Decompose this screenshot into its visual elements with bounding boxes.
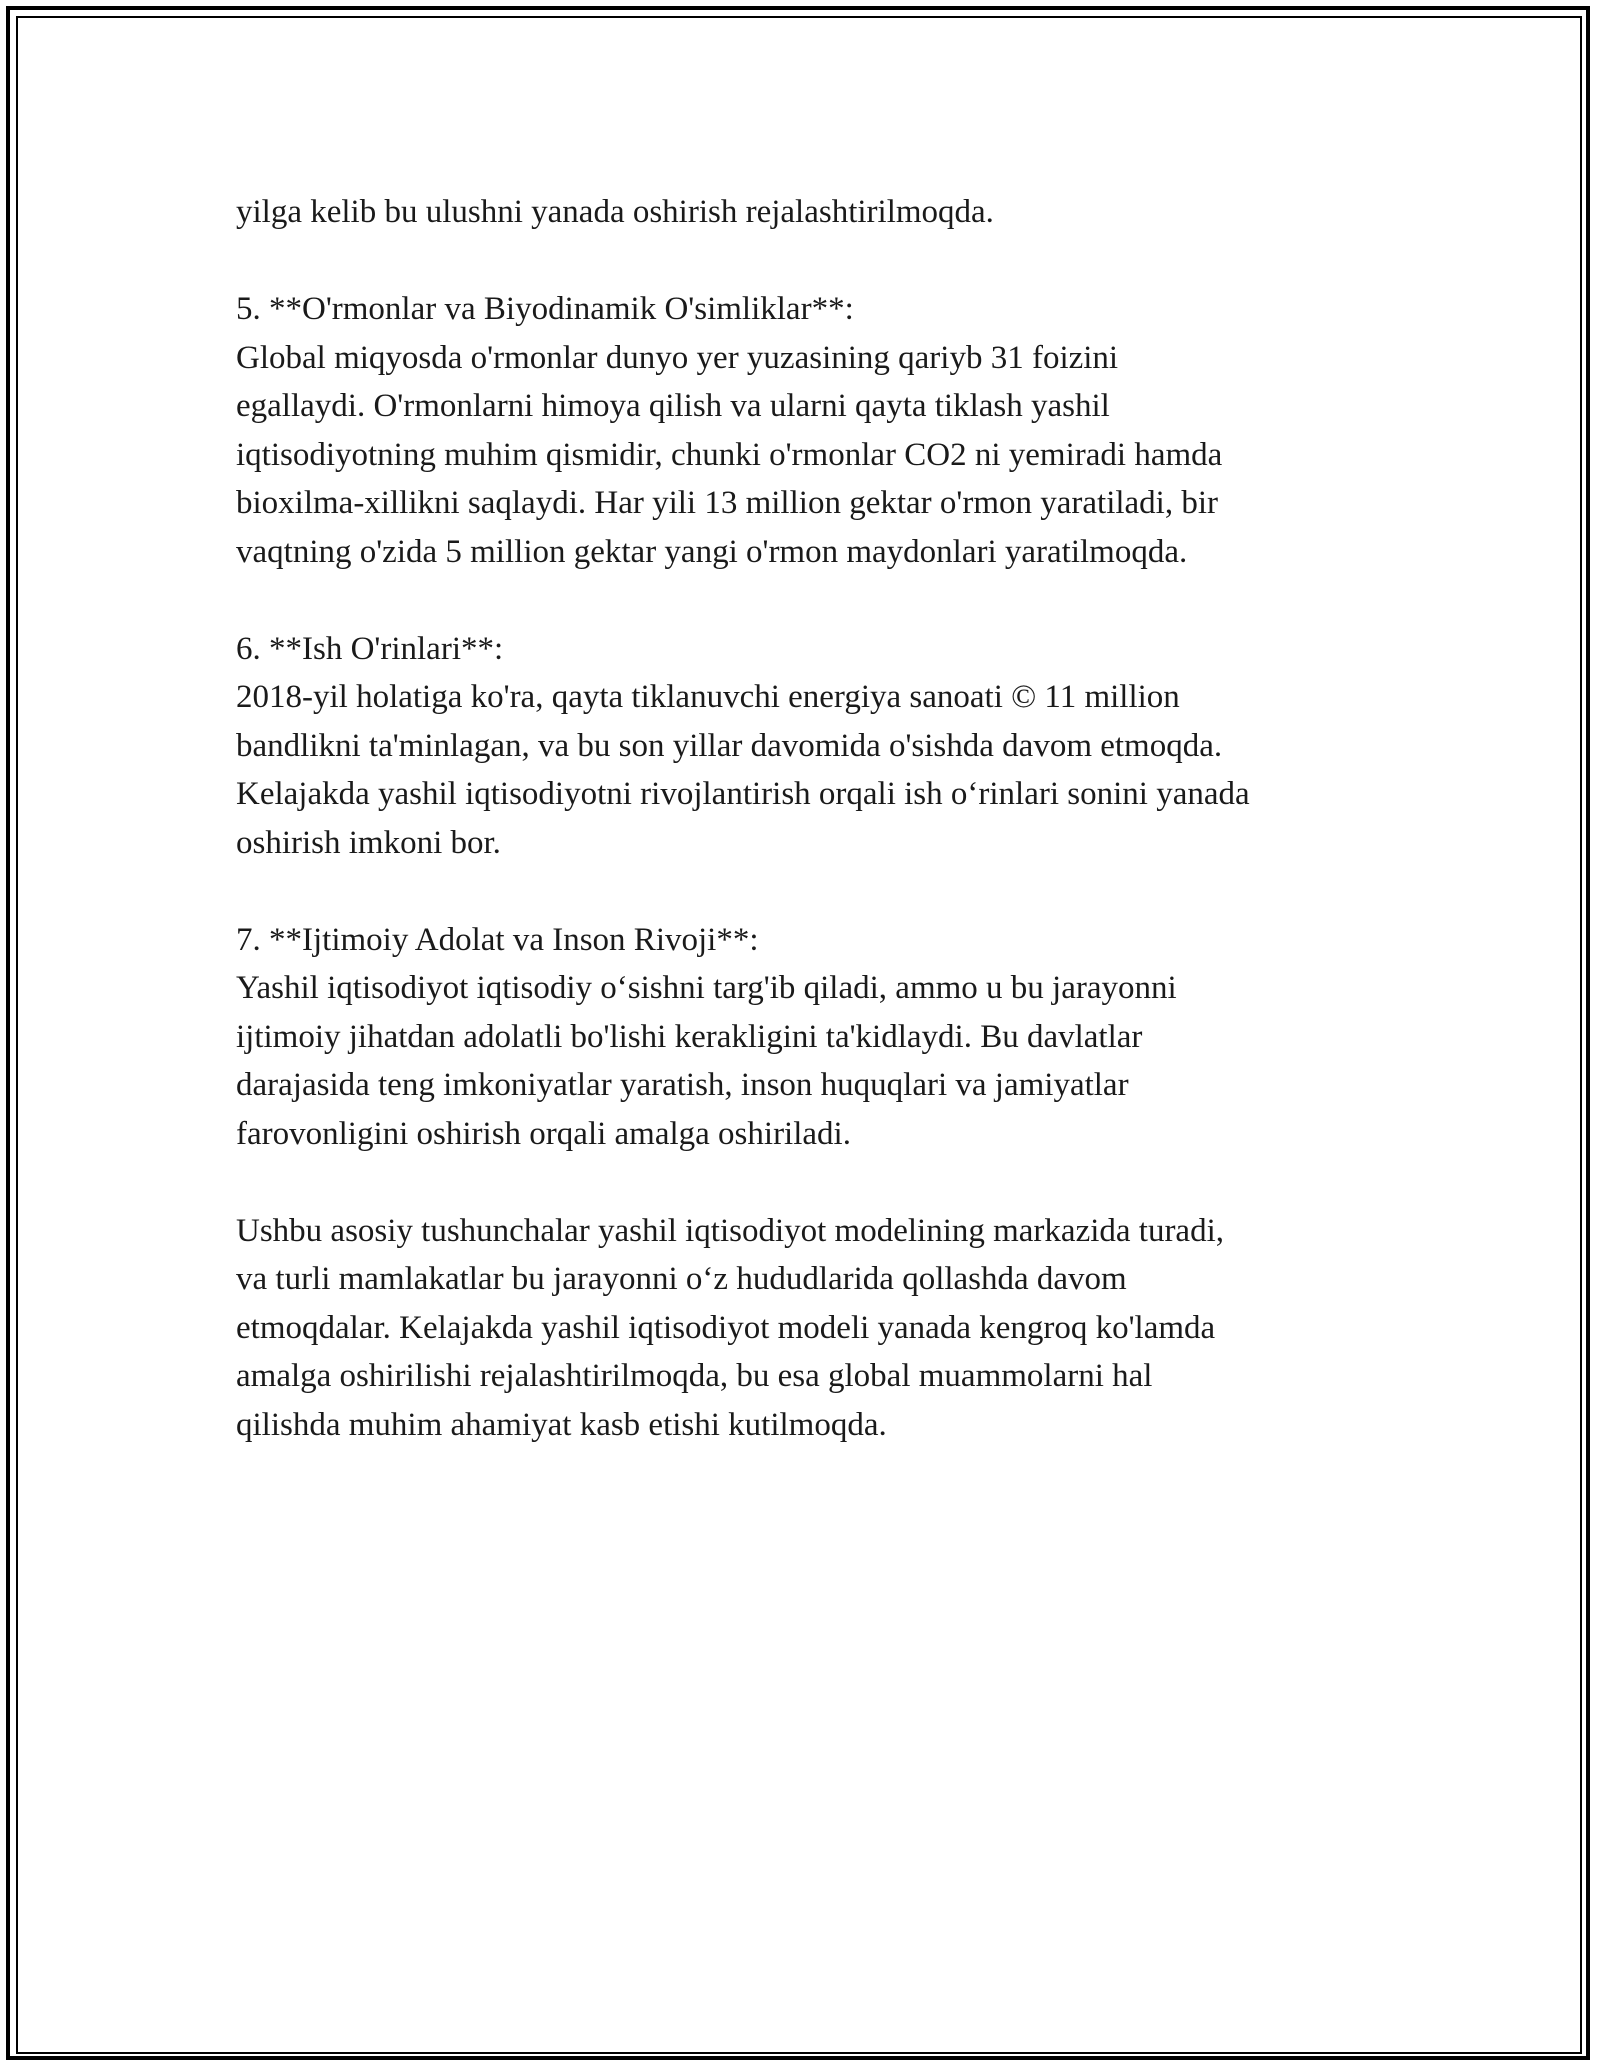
paragraph-gap bbox=[236, 867, 1366, 916]
section-heading: 5. **O'rmonlar va Biyodinamik O'simliklar**: bbox=[236, 291, 854, 327]
section-jobs bbox=[236, 625, 1366, 868]
section-heading: 6. **Ish O'rinlari**: bbox=[236, 630, 504, 667]
section-heading: 7. **Ijtimoiy Adolat va Inson Rivoji**: bbox=[236, 921, 759, 958]
paragraph-gap bbox=[236, 1158, 1366, 1207]
document-body bbox=[236, 188, 1366, 1449]
opening-line: yilga kelib bu ulushni yanada oshirish rejalashtirilmoqda. bbox=[236, 194, 994, 230]
section-body: Yashil iqtisodiyot iqtisodiy o‘sishni targ'ib qiladi, ammo u bu jarayonni ijtimoiy jihatdan adolatli bo'lishi kerakligini ta'kidlaydi. Bu davlatlar darajasida teng imkoniyatlar yaratish, inson huquqlari va jamiyatlar farovonligini oshirish orqali amalga oshiriladi. bbox=[236, 970, 1177, 1152]
section-body: Global miqyosda o'rmonlar dunyo yer yuzasining qariyb 31 foizini egallaydi. O'rmonlarni himoya qilish va ularni qayta tiklash yashil iqtisodiyotning muhim qismidir, chunki o'rmonlar CO2 ni yemiradi hamda bioxilma-xillikni saqlaydi. Har yili 13 million gektar o'rmon yaratiladi, bir vaqtning o'zida 5 million gektar yangi o'rmon maydonlari yaratilmoqda. bbox=[236, 339, 1223, 570]
section-forests bbox=[236, 285, 1366, 576]
section-body: 2018-yil holatiga ko'ra, qayta tiklanuvchi energiya sanoati © 11 million bandlikni ta'minlagan, va bu son yillar davomida o'sishda davom etmoqda. Kelajakda yashil iqtisodiyotni rivojlantirish orqali ish o‘rinlari sonini yanada oshirish imkoni bor. bbox=[236, 679, 1250, 861]
closing-paragraph: Ushbu asosiy tushunchalar yashil iqtisodiyot modelining markazida turadi, va turli mamlakatlar bu jarayonni o‘z hududlarida qollashda davom etmoqdalar. Kelajakda yashil iqtisodiyot modeli yanada kengroq ko'lamda amalga oshirilishi rejalashtirilmoqda, bu esa global muammolarni hal qilishda muhim ahamiyat kasb etishi kutilmoqda. bbox=[236, 1212, 1225, 1443]
paragraph-gap bbox=[236, 237, 1366, 286]
paragraph-gap bbox=[236, 576, 1366, 625]
section-social-justice bbox=[236, 916, 1366, 1159]
